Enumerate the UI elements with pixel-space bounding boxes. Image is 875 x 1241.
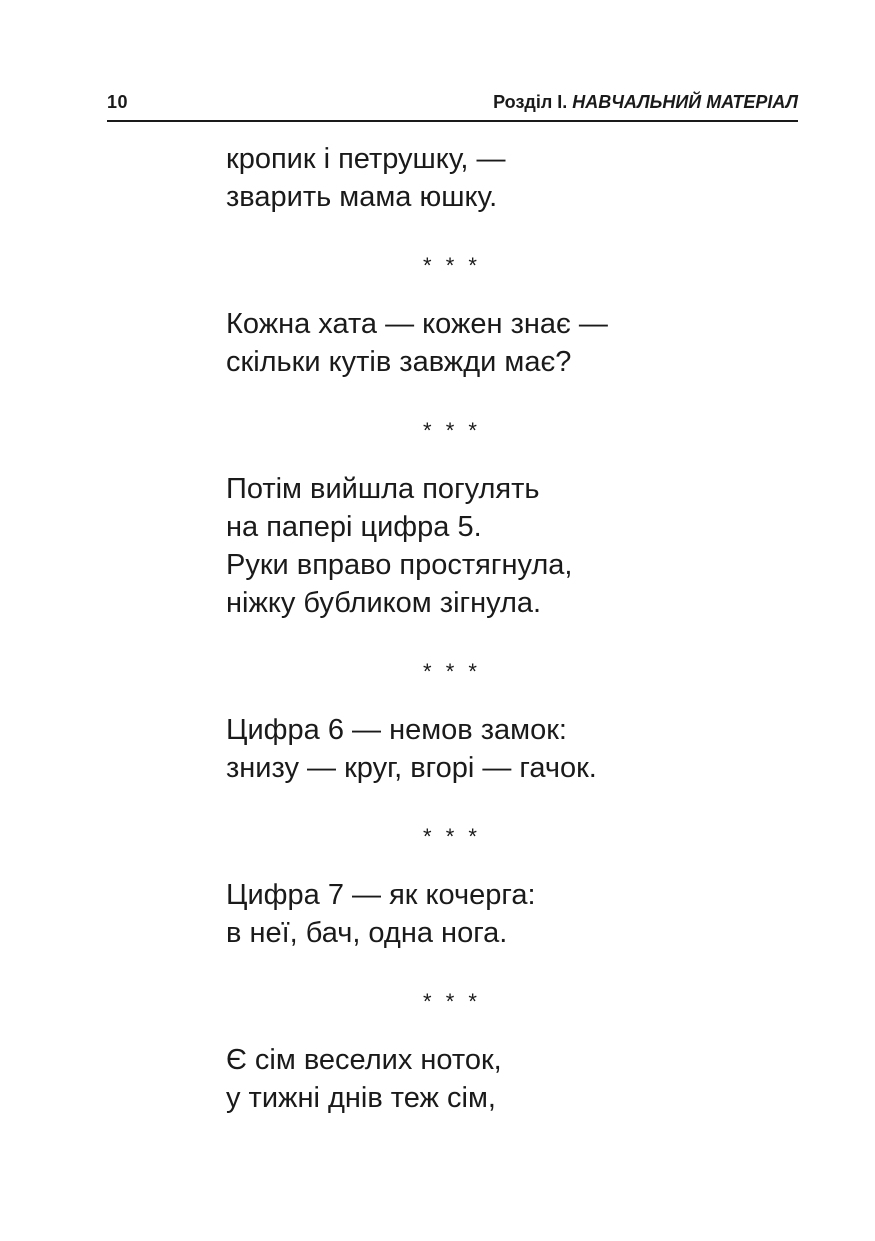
stanza-separator: * * * <box>423 253 481 278</box>
stanza-separator: * * * <box>423 989 481 1014</box>
stanza <box>226 876 746 952</box>
poem-line: у тижні днів теж сім, <box>226 1082 496 1114</box>
stanza-separator: * * * <box>423 824 481 849</box>
poem-line: Руки вправо простягнула, <box>226 549 573 581</box>
section-prefix: Розділ І. <box>493 92 573 112</box>
page-header <box>107 90 798 122</box>
stanza-separator: * * * <box>423 659 481 684</box>
page-number: 10 <box>107 92 129 112</box>
stanza <box>226 470 746 622</box>
poem-line: Кожна хата — кожен знає — <box>226 308 608 340</box>
poem-line: Є сім веселих ноток, <box>226 1044 502 1076</box>
poem-line: Цифра 6 — немов замок: <box>226 714 567 746</box>
poem-line: в неї, бач, одна нога. <box>226 917 508 949</box>
poem-line: знизу — круг, вгорі — гачок. <box>226 752 597 784</box>
poem-line: кропик і петрушку, — <box>226 143 506 175</box>
stanza <box>226 140 746 216</box>
poem-line: Потім вийшла погулять <box>226 473 540 505</box>
poem-line: на папері цифра 5. <box>226 511 482 543</box>
poem-body <box>226 140 746 1117</box>
stanza <box>226 1041 746 1117</box>
stanza-separator: * * * <box>423 418 481 443</box>
poem-line: зварить мама юшку. <box>226 181 498 213</box>
poem-line: скільки кутів завжди має? <box>226 346 572 378</box>
poem-line: Цифра 7 — як кочерга: <box>226 879 536 911</box>
section-title: НАВЧАЛЬНИЙ МАТЕРІАЛ <box>572 92 798 112</box>
stanza <box>226 711 746 787</box>
running-head <box>493 92 798 113</box>
poem-line: ніжку бубликом зігнула. <box>226 587 542 619</box>
stanza <box>226 305 746 381</box>
